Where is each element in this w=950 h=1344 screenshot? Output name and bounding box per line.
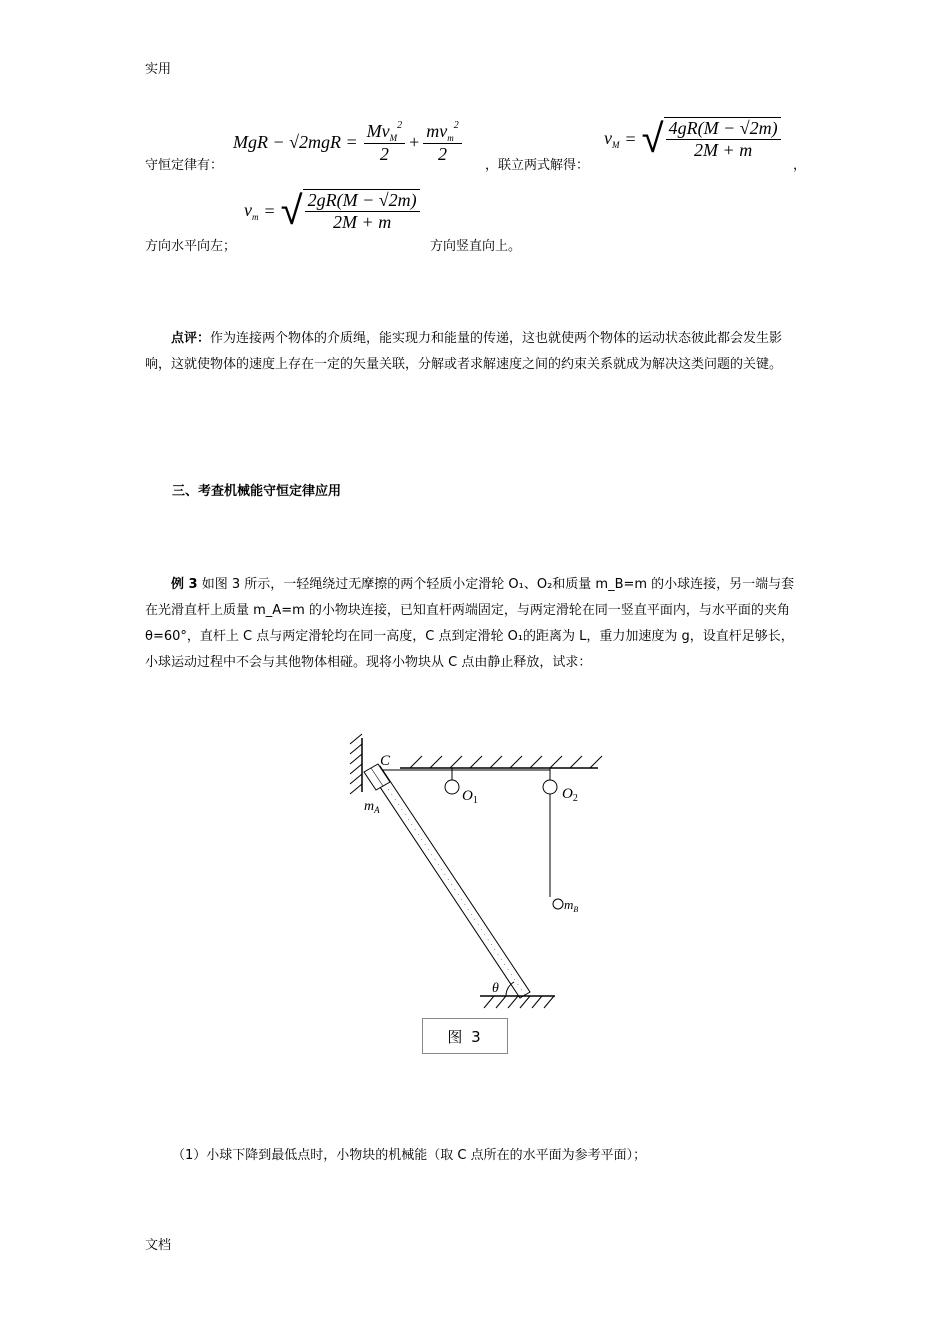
- label-o2: $O_2$: [562, 786, 578, 804]
- comment-paragraph: [145, 326, 805, 378]
- eq2-suffix: 方向竖直向上。: [430, 239, 522, 254]
- pulley-o1: [445, 780, 459, 794]
- eq1-prefix: 守恒定律有：: [145, 158, 224, 173]
- pulley-rod-figure: [340, 730, 610, 1015]
- label-c: C: [380, 753, 391, 769]
- vM-equation: $v_M$ = √ $\frac{4gR(M - √2m)}{2M + m}$: [604, 106, 781, 172]
- question-1: （1）小球下降到最低点时，小物块的机械能（取 C 点所在的水平面为参考平面）；: [172, 1148, 647, 1163]
- eq2-prefix: 方向水平向左；: [145, 239, 237, 254]
- comment-label: 点评：: [171, 331, 211, 346]
- eq1-comma: ，: [793, 158, 807, 173]
- eq1-mid-text: ，联立两式解得：: [485, 158, 590, 173]
- figure-caption: 图 3: [422, 1018, 508, 1054]
- page-footer: 文档: [145, 1238, 172, 1253]
- ball-mb: [553, 899, 563, 909]
- page-header: 实用: [145, 62, 172, 77]
- sqrt-icon: √: [641, 116, 664, 162]
- comment-text: 作为连接两个物体的介质绳，能实现力和能量的传递，这也就使两个物体的运动状态彼此都会发生影响，这就使物体的速度上存在一定的矢量关联，分解或者求解速度之间的约束关系就成为解决这类问题的关键。: [145, 331, 783, 372]
- label-theta: θ: [492, 981, 499, 996]
- label-ma: $m_A$: [364, 799, 380, 815]
- energy-equation: [233, 112, 462, 172]
- section-title: 三、考查机械能守恒定律应用: [172, 484, 342, 499]
- example-label: 例 3: [171, 577, 198, 592]
- eq1-frac2: $\frac{mv_m^2}{2}$: [423, 120, 462, 165]
- sqrt-icon: √: [280, 188, 303, 234]
- eq1-plus: +: [409, 131, 420, 152]
- label-o1: $O_1$: [462, 788, 478, 806]
- eq1-lhs: MgR − √2mgR =: [233, 131, 358, 152]
- eq1-frac1: $\frac{Mv_M^2}{2}$: [364, 120, 405, 165]
- vm-equation: $v_m$ = √ $\frac{2gR(M - √2m)}{2M + m}$: [244, 178, 420, 244]
- example-text: 如图 3 所示，一轻绳绕过无摩擦的两个轻质小定滑轮 O₁、O₂和质量 m_B=m 的小球连接，另一端与套在光滑直杆上质量 m_A=m 的小物块连接，已知直杆两端固定，与两定滑轮在同一竖直平面内，与水平面的夹角 θ=60°，直杆上 C 点与两定滑轮均在同一高度，C 点到定滑轮 O₁的距离为 L，重力加速度为 g，设直杆足够长，小球运动过程中不会与其他物体相碰。现将小物块从 C 点由静止释放，试求：: [145, 577, 795, 670]
- example-paragraph: [145, 572, 805, 676]
- label-mb: $m_B$: [564, 897, 579, 914]
- pulley-o2: [543, 780, 557, 794]
